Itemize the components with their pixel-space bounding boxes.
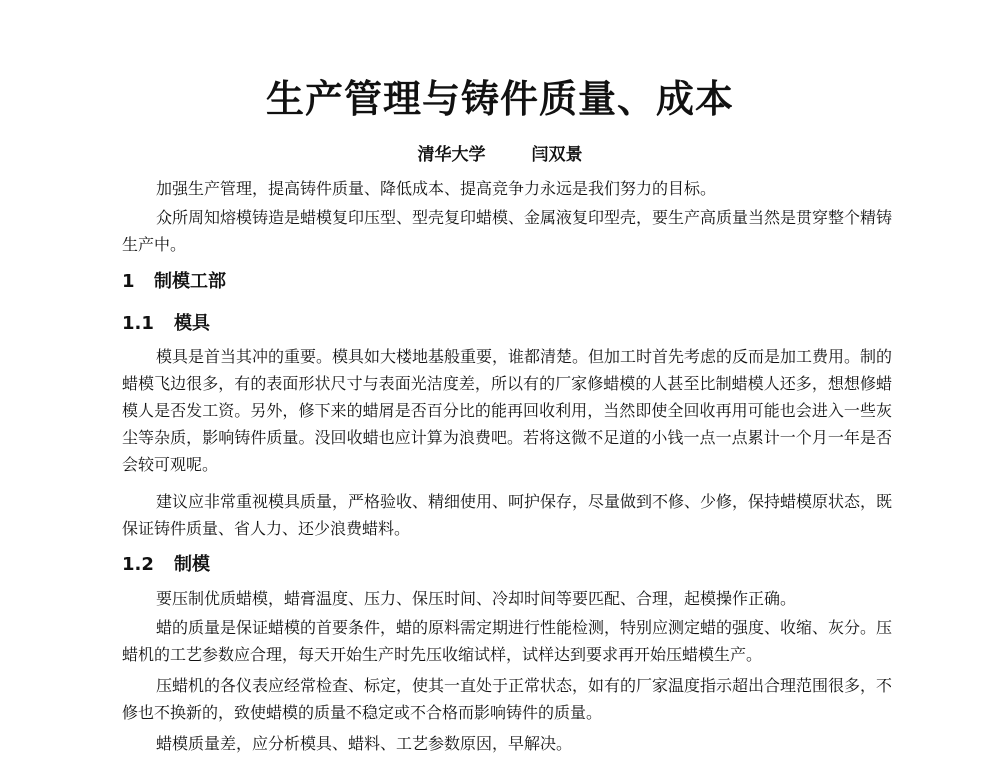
author-affiliation: 清华大学 <box>417 145 486 165</box>
wax-paragraph-4: 蜡模质量差，应分析模具、蜡料、工艺参数原因，早解决。 <box>156 734 573 753</box>
wax-paragraph-3: 压蜡机的各仪表应经常检查、标定，使其一直处于正常状态，如有的厂家温度指示超出合理范围很多，不修也不换新的，致使蜡模的质量不稳定或不合格而影响铸件的质量。 <box>122 676 893 722</box>
mold-paragraph-1: 模具是首当其冲的重要。模具如大楼地基般重要，谁都清楚。但加工时首先考虑的反而是加工费用。制的蜡模飞边很多，有的表面形状尺寸与表面光洁度差，所以有的厂家修蜡模的人甚至比制蜡模人还多，想想修蜡模人是否发工资。另外，修下来的蜡屑是否百分比的能再回收利用，当然即使全回收再用可能也会进入一些灰尘等杂质，影响铸件质量。没回收蜡也应计算为浪费吧。若将这微不足道的小钱一点一点累计一个月一年是否会较可观呢。 <box>122 347 893 474</box>
intro-paragraph-2: 众所周知熔模铸造是蜡模复印压型、型壳复印蜡模、金属液复印型壳，要生产高质量当然是贯穿整个精铸生产中。 <box>122 208 893 254</box>
intro-paragraph-1: 加强生产管理，提高铸件质量、降低成本、提高竞争力永远是我们努力的目标。 <box>156 179 717 198</box>
wax-paragraph-2: 蜡的质量是保证蜡模的首要条件，蜡的原料需定期进行性能检测，特别应测定蜡的强度、收缩、灰分。压蜡机的工艺参数应合理，每天开始生产时先压收缩试样，试样达到要求再开始压蜡模生产。 <box>122 618 893 664</box>
paper-title: 生产管理与铸件质量、成本 <box>265 77 734 121</box>
subsection-heading-1-1 <box>122 312 210 336</box>
section-title: 制模工部 <box>154 271 226 292</box>
subsection-heading-1-2 <box>122 553 210 577</box>
subsection-number: 1.2 <box>122 554 154 575</box>
mold-paragraph-2: 建议应非常重视模具质量，严格验收、精细使用、呵护保存，尽量做到不修、少修，保持蜡模原状态，既保证铸件质量、省人力、还少浪费蜡料。 <box>122 492 893 538</box>
section-number: 1 <box>122 271 135 292</box>
subsection-title: 制模 <box>174 554 210 575</box>
subsection-title: 模具 <box>174 313 210 334</box>
subsection-number: 1.1 <box>122 313 154 334</box>
section-heading-1 <box>122 270 226 294</box>
author-name: 闫双景 <box>531 145 583 165</box>
wax-paragraph-1: 要压制优质蜡模，蜡膏温度、压力、保压时间、冷却时间等要匹配、合理，起模操作正确。 <box>156 589 797 608</box>
byline <box>0 144 1000 166</box>
